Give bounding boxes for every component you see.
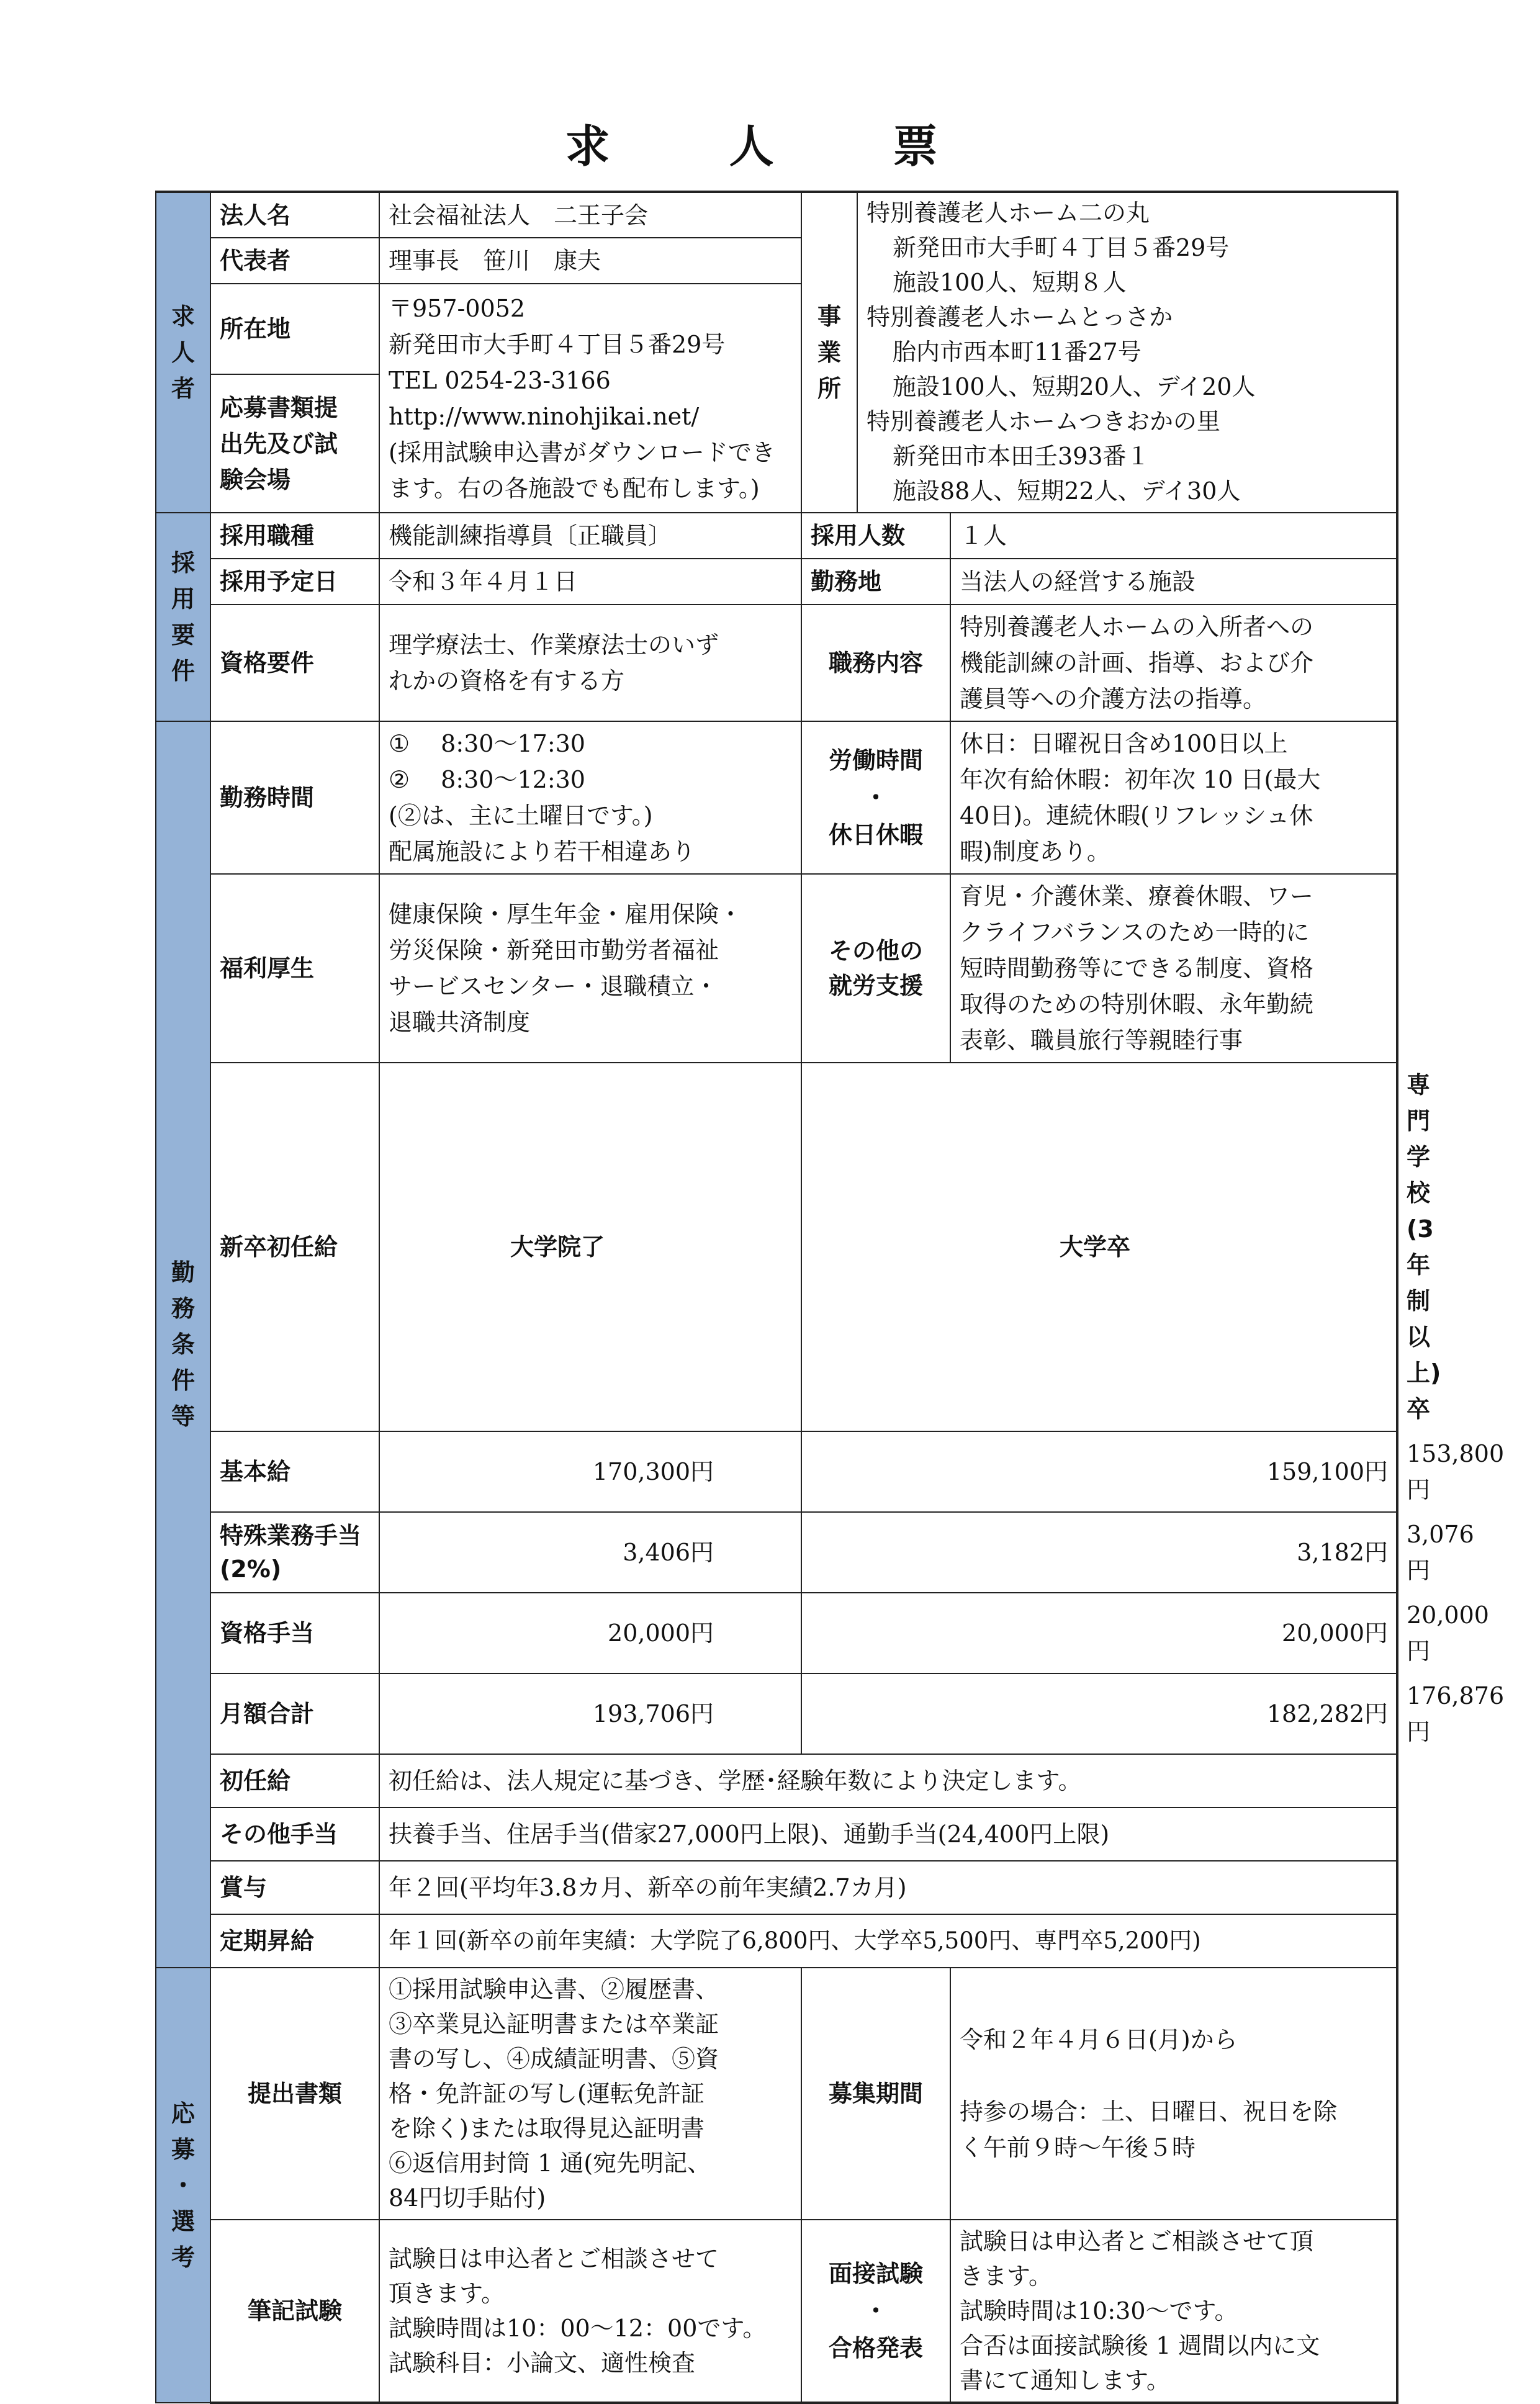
text-line: 書にて通知します。 xyxy=(960,2367,1170,2394)
kyujitsu-value xyxy=(950,721,1397,874)
shorui-value xyxy=(379,1968,801,2220)
section-kyujinsha xyxy=(156,192,210,513)
teate-value: 扶養手当、住居手当(借家27,000円上限)、通勤手当(24,400円上限) xyxy=(379,1808,1397,1861)
text-line: 募 xyxy=(171,2135,195,2163)
text-line: 表彰、職員旅行等親睦行事 xyxy=(960,1027,1243,1054)
text-line: 要 xyxy=(171,621,195,649)
text-line: 出先及び試 xyxy=(220,430,338,457)
daihyo-label: 代表者 xyxy=(210,238,379,284)
daihyo-value: 理事長 笹川 康夫 xyxy=(379,238,801,284)
fukuri-label: 福利厚生 xyxy=(210,874,379,1063)
text-line: 勤 xyxy=(171,1259,195,1286)
text-line: 機能訓練の計画、指導、および介 xyxy=(960,649,1314,677)
salary-cell: 3,406円 xyxy=(379,1512,801,1593)
text-line: ・ xyxy=(171,2171,195,2199)
facility-name: 特別養護老人ホームとっさか xyxy=(867,304,1173,331)
text-line: 考 xyxy=(171,2243,195,2271)
text-line: 就労支援 xyxy=(828,972,923,999)
text-line: 労働時間 xyxy=(828,747,923,774)
text-line: TEL 0254-23-3166 xyxy=(389,366,611,394)
text-line: 採 xyxy=(171,549,195,577)
facility-detail: 施設100人、短期20人、デイ20人 xyxy=(893,373,1256,400)
text-line: 護員等への介護方法の指導。 xyxy=(960,685,1267,713)
text-line: 暇)制度あり。 xyxy=(960,838,1110,865)
salary-cell: 170,300円 xyxy=(379,1431,801,1512)
text-line: 事 xyxy=(817,303,841,330)
rodo-label xyxy=(801,721,950,874)
kikan-label: 募集期間 xyxy=(801,1968,950,2220)
facility-name: 特別養護老人ホームつきおかの里 xyxy=(867,408,1221,435)
job-offer-table: 求 人 者 法人名 社会福祉法人 二王子会 事 業 所 特別養護老人ホーム二の丸 新発田市大手町４丁目５番29号 施設100人、短期８人 特別養護老人ホームとっさか 胎内市西本町11番27号 施設100人、短期20人、デイ20人 特別養護老人ホームつきおかの里 新発田市本田壬393番１ 施設88人、短期22人、デイ30人 代表者 理事長 笹川 康夫 所在地 〒957-0052 新発田市大手町４丁目５番29号 TEL 0254-23-3166 http://www.ninohjikai.net/ (採用試験申込書がダウンロードでき ます。右の各施設でも配布します。) 応募書類提 出先及び試 験会場 採 用 要 件 採用職種 機能訓練指導員〔正職員〕 採用人数 １人 採用予定日 令和３年４月１日 勤務地 当法人の経営する施設 資格要件 理学療法士、作業療法士のいず れかの資格を有する方 職務内容 特別養護老人ホームの入所者への 機能訓練の計画、指導、および介 護員等への介護方法の指導。 勤 務 条 件 等 勤務時間 ① 8:30～17:30 ② 8:30～12:30 (②は、主に土曜日です。) 配属施設により若干相違あり 労働時間 ・ 休日休暇 休日：日曜祝日含め100日以上 年次有給休暇：初年次 10 日(最大 40日)。連続休暇(リフレッシュ休 暇)制度あり。 福利厚生 健康保険・厚生年金・雇用保険・ 労災保険・新発田市勤労者福祉 サービスセンター・退職積立・ 退職共済制度 その他の 就労支援 育児・介護休業、療養休暇、ワー クライフバランスのため一時的に 短時間勤務等にできる制度、資格 取得のための特別休暇、永年勤続 表彰、職員旅行等親睦行事 新卒初任給 大学院了 大学卒 専門学校(3年制以上)卒 基本給 170,300円 159,100円 153,800円 特殊業務手当(2%) 3,406円 3,182円 3,076円 資格手当 20,000円 20,000円 20,000円 月額合計 193,706円 182,282円 176,876円 初任給 初任給は、法人規定に基づき、学歴･経験年数により決定します。 その他手当 扶養手当、住居手当(借家27,000円上限)、通勤手当(24,400円上限) 賞与 年２回(平均年3.8カ月、新卒の前年実績2.7カ月) 定期昇給 年１回(新卒の前年実績：大学院了6,800円、大学卒5,500円、専門卒5,200円) 応 募 ・ 選 考 提出書類 ①採用試験申込書、②履歴書、 ③卒業見込証明書または卒業証 書の写し、④成績証明書、⑤資 格・免許証の写し(運転免許証 を除く)または取得見込証明書 ⑥返信用封筒 1 通(宛先明記、 84円切手貼付) 募集期間 令和２年４月６日(月)から 持参の場合：土、日曜日、祝日を除 く午前９時～午後５時 筆記試験 試験日は申込者とご相談させて 頂きます。 試験時間は10：00～12：00です。 試験科目：小論文、適性検査 面接試験 ・ 合格発表 試験日は申込者とご相談させて頂 きます。 試験時間は10:30～です。 合否は面接試験後 1 週間以内に文 書にて通知します。 xyxy=(155,191,1398,2404)
jikan-value xyxy=(379,721,801,874)
shien-value xyxy=(950,874,1397,1063)
text-line: 条 xyxy=(171,1331,195,1358)
naiyo-value xyxy=(950,605,1397,721)
facility-name: 特別養護老人ホーム二の丸 xyxy=(867,199,1150,227)
section-kinmu xyxy=(156,721,210,1968)
kinmuchi-value: 当法人の経営する施設 xyxy=(950,559,1397,605)
text-line: 40日)。連続休暇(リフレッシュ休 xyxy=(960,802,1313,829)
text-line: れかの資格を有する方 xyxy=(389,667,625,695)
text-line: サービスセンター・退職積立・ xyxy=(389,973,718,1000)
section-oubo xyxy=(156,1968,210,2403)
jigyosho-label xyxy=(801,192,857,513)
shokushu-label: 採用職種 xyxy=(210,513,379,559)
text-line: 休日：日曜祝日含め100日以上 xyxy=(960,730,1288,757)
text-line: 短時間勤務等にできる制度、資格 xyxy=(960,955,1314,982)
text-line: く午前９時～午後５時 xyxy=(960,2134,1196,2161)
text-line: ます。右の各施設でも配布します。) xyxy=(389,474,760,502)
facility-detail: 施設100人、短期８人 xyxy=(893,269,1127,296)
ninzu-label: 採用人数 xyxy=(801,513,950,559)
text-line: 頂きます。 xyxy=(389,2280,505,2307)
address-block xyxy=(379,284,801,513)
text-line: 〒957-0052 xyxy=(389,294,526,322)
salary-header-university: 大学卒 xyxy=(801,1063,1397,1431)
text-line: クライフバランスのため一時的に xyxy=(960,919,1310,946)
text-line: (採用試験申込書がダウンロードでき xyxy=(389,438,775,466)
kinmuchi-label: 勤務地 xyxy=(801,559,950,605)
shikaku-value xyxy=(379,605,801,721)
mensetsu-label xyxy=(801,2220,950,2403)
text-line: ・ xyxy=(863,2297,888,2325)
text-line: 求 xyxy=(171,303,195,330)
text-line: 理学療法士、作業療法士のいず xyxy=(389,631,719,659)
text-line: 者 xyxy=(171,375,195,402)
jigyosho-list xyxy=(857,192,1397,513)
text-line: きます。 xyxy=(960,2262,1052,2290)
text-line: 応募書類提 xyxy=(220,394,338,421)
salary-cell: 3,182円 xyxy=(801,1512,1397,1593)
text-line: 退職共済制度 xyxy=(389,1009,531,1036)
text-line: 合格発表 xyxy=(828,2334,923,2362)
text-line: 令和２年４月６日(月)から xyxy=(960,2026,1238,2053)
jikan-label: 勤務時間 xyxy=(210,721,379,874)
hikki-label: 筆記試験 xyxy=(210,2220,379,2403)
text-line: 等 xyxy=(171,1403,195,1430)
salary-header-label: 新卒初任給 xyxy=(210,1063,379,1431)
shozaichi-label: 所在地 xyxy=(210,284,379,374)
fukuri-value xyxy=(379,874,801,1063)
text-line: 新発田市大手町４丁目５番29号 xyxy=(389,330,726,358)
teate-label: その他手当 xyxy=(210,1808,379,1861)
text-line: ①採用試験申込書、②履歴書、 xyxy=(389,1976,719,2003)
page-title: 求 人 票 xyxy=(565,120,975,173)
text-line: 用 xyxy=(171,585,195,613)
facility-detail: 胎内市西本町11番27号 xyxy=(893,338,1141,366)
text-line: 持参の場合：土、日曜日、祝日を除 xyxy=(960,2098,1338,2125)
yoteibi-label: 採用予定日 xyxy=(210,559,379,605)
text-line: 業 xyxy=(817,339,841,366)
text-line: ⑥返信用封筒 1 通(宛先明記、 xyxy=(389,2150,711,2177)
text-line: 84円切手貼付) xyxy=(389,2184,546,2212)
salary-cell: 193,706円 xyxy=(379,1673,801,1754)
text-line: 取得のための特別休暇、永年勤続 xyxy=(960,991,1314,1018)
shokyu-value: 年１回(新卒の前年実績：大学院了6,800円、大学卒5,500円、専門卒5,200円) xyxy=(379,1914,1397,1968)
mensetsu-value xyxy=(950,2220,1397,2403)
ninzu-value: １人 xyxy=(950,513,1397,559)
text-line: 合否は面接試験後 1 週間以内に文 xyxy=(960,2332,1320,2359)
hikki-value xyxy=(379,2220,801,2403)
text-line: 休日休暇 xyxy=(828,821,923,849)
text-line: 面接試験 xyxy=(828,2260,923,2287)
text-line: 試験時間は10：00～12：00です。 xyxy=(389,2315,767,2342)
text-line: 格・免許証の写し(運転免許証 xyxy=(389,2080,705,2107)
salary-row-label: 資格手当 xyxy=(210,1593,379,1673)
text-line: 試験科目：小論文、適性検査 xyxy=(389,2349,696,2377)
text-line: 務 xyxy=(171,1295,195,1322)
text-line: 健康保険・厚生年金・雇用保険・ xyxy=(389,901,743,928)
salary-cell: 182,282円 xyxy=(801,1673,1397,1754)
text-line: ・ xyxy=(863,784,888,811)
text-line: 配属施設により若干相違あり xyxy=(389,838,696,865)
text-line: 所 xyxy=(817,375,841,402)
salary-row-label: 特殊業務手当(2%) xyxy=(210,1512,379,1593)
text-line: 書の写し、④成績証明書、⑤資 xyxy=(389,2045,719,2073)
text-line xyxy=(960,2058,1387,2094)
text-line: 試験日は申込者とご相談させて xyxy=(389,2245,719,2272)
shikaku-label: 資格要件 xyxy=(210,605,379,721)
text-line: 労災保険・新発田市勤労者福祉 xyxy=(389,937,719,964)
salary-row-label: 月額合計 xyxy=(210,1673,379,1754)
text-line: 育児・介護休業、療養休暇、ワー xyxy=(960,883,1314,910)
salary-header-graduate: 大学院了 xyxy=(379,1063,801,1431)
shoyo-label: 賞与 xyxy=(210,1861,379,1914)
text-line: 選 xyxy=(171,2207,195,2235)
facility-detail: 新発田市本田壬393番１ xyxy=(893,443,1150,470)
shoninkyu-label: 初任給 xyxy=(210,1754,379,1808)
text-line: 試験時間は10:30～です。 xyxy=(960,2297,1238,2325)
salary-cell: 20,000円 xyxy=(379,1593,801,1673)
facility-detail: 新発田市大手町４丁目５番29号 xyxy=(893,234,1230,261)
text-line: 年次有給休暇：初年次 10 日(最大 xyxy=(960,766,1321,793)
text-line: 件 xyxy=(171,1367,195,1394)
shokushu-value: 機能訓練指導員〔正職員〕 xyxy=(379,513,801,559)
salary-row-label: 基本給 xyxy=(210,1431,379,1512)
houjin-value: 社会福祉法人 二王子会 xyxy=(379,192,801,238)
salary-cell: 20,000円 xyxy=(801,1593,1397,1673)
text-line: ① 8:30～17:30 xyxy=(389,730,585,757)
shoninkyu-value: 初任給は、法人規定に基づき、学歴･経験年数により決定します。 xyxy=(379,1754,1397,1808)
shien-label xyxy=(801,874,950,1063)
text-line: 人 xyxy=(171,339,195,366)
naiyo-label: 職務内容 xyxy=(801,605,950,721)
houjin-label: 法人名 xyxy=(210,192,379,238)
text-line: その他の xyxy=(828,937,923,965)
text-line: 験会場 xyxy=(220,466,291,493)
facility-detail: 施設88人、短期22人、デイ30人 xyxy=(893,477,1241,505)
salary-cell: 159,100円 xyxy=(801,1431,1397,1512)
text-line: http://www.ninohjikai.net/ xyxy=(389,402,700,430)
kikan-value xyxy=(950,1968,1397,2220)
text-line: 件 xyxy=(171,657,195,685)
text-line: ② 8:30～12:30 xyxy=(389,766,585,793)
oubo-shorui-label xyxy=(210,374,379,513)
yoteibi-value: 令和３年４月１日 xyxy=(379,559,801,605)
shorui-label: 提出書類 xyxy=(210,1968,379,2220)
text-line: ③卒業見込証明書または卒業証 xyxy=(389,2010,719,2038)
shoyo-value: 年２回(平均年3.8カ月、新卒の前年実績2.7カ月) xyxy=(379,1861,1397,1914)
text-line: 試験日は申込者とご相談させて頂 xyxy=(960,2228,1314,2255)
text-line: 応 xyxy=(171,2099,195,2127)
shokyu-label: 定期昇給 xyxy=(210,1914,379,1968)
text-line: を除く)または取得見込証明書 xyxy=(389,2115,705,2142)
text-line: 特別養護老人ホームの入所者への xyxy=(960,613,1314,641)
section-saiyo xyxy=(156,513,210,721)
text-line: (②は、主に土曜日です。) xyxy=(389,802,653,829)
